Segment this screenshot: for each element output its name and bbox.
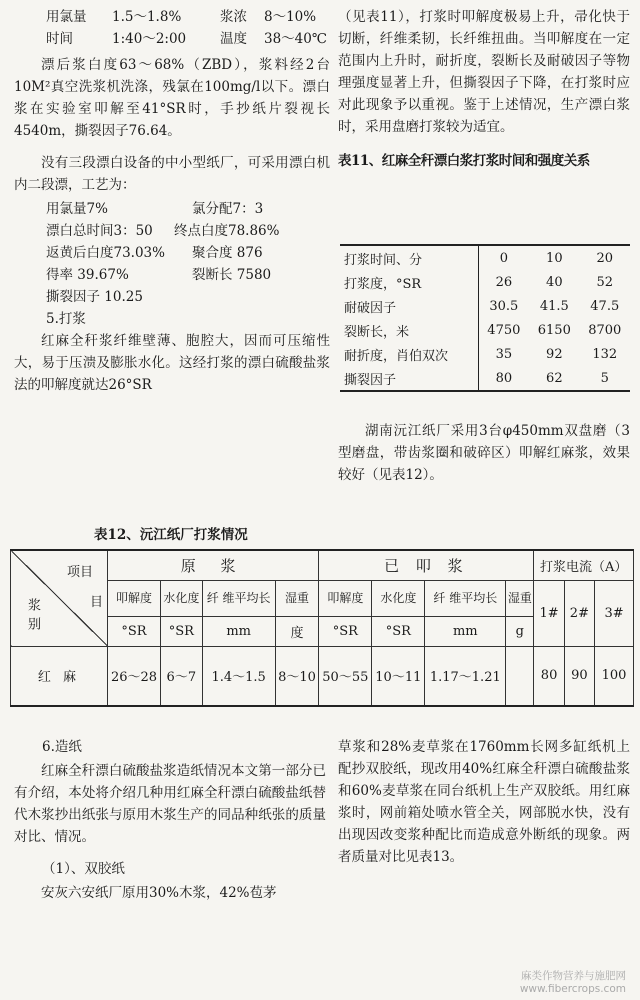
group-raw-pulp: 原 浆 [108,550,319,580]
table-row [340,245,630,270]
paragraph-two-stage: 没有三段漂白设备的中小型纸厂，可采用漂白机内二段漂，工艺为： [14,155,330,193]
table-row [340,294,630,318]
unit-mm: mm [202,616,275,646]
table11-cell: 47.5 [590,298,620,314]
unit-du: 度 [275,616,319,646]
right-top-column-cont [338,420,630,486]
unit-g: g [506,616,534,646]
table-row [11,550,634,580]
mill-2: 2# [564,580,594,646]
corner-item: 项目 [66,565,93,580]
paragraph-beating-cont: （见表11），打浆时叩解度极易上升，帚化快于切断，纤维柔韧，长纤维扭曲。当叩解度在一定范围内上升时，耐折度，裂断长及耐破因子等物理强度显著上升，但撕裂因子下降，在打浆时应对此现象予以重视。鉴于上述情况，生产漂白浆时，采用盘磨打浆较为适宜。 [338,9,630,135]
unit-sr: °SR [161,616,203,646]
unit-sr: °SR [372,616,425,646]
table11-cell: 5 [580,366,630,391]
spec-chlorine-label: 用氯量 [46,9,87,25]
group-beaten-pulp: 已 叩 浆 [319,550,534,580]
corner-item2: 目 [89,595,103,610]
mill-3: 3# [595,580,634,646]
table12-title: 表12、沅江纸厂打浆情况 [94,527,248,543]
table11-cell: 132 [592,346,618,362]
process-item-a: 用氯量7% [46,201,108,217]
table11-label: 打浆度，°SR [344,276,422,292]
process-item-b: 裂断长 7580 [192,267,272,283]
process-item-a: 漂白总时间3：50 [46,223,153,239]
table-row [340,366,630,391]
subsection-offset-paper: （1）、双胶纸 [42,861,125,877]
mill-1: 1# [534,580,564,646]
right-bottom-column [338,736,630,868]
table12-cell: 50～55 [319,646,372,706]
table11-title: 表11、红麻全秆漂白浆打浆时间和强度关系 [338,153,590,169]
spec-time-value: 1:40～2:00 [112,31,187,47]
process-item-b: 终点白度78.86% [174,223,280,239]
process-list [14,198,330,308]
table-row [340,342,630,366]
unit-mm: mm [425,616,506,646]
table11-cell: 10 [529,245,579,270]
right-top-column [338,6,630,172]
table-row [340,270,630,294]
process-item-a: 得率 39.67% [46,267,129,283]
process-item-b: 聚合度 876 [192,245,263,261]
row-label: 红 麻 [11,646,108,706]
spec-rows [14,6,330,50]
corner-pulp: 浆别 [25,597,40,636]
table11-cell: 40 [546,274,563,290]
section-heading-papermaking: 6.造纸 [42,739,82,755]
paragraph-bleach-result: 漂后浆白度63～68%（ZBD），浆料经2台10M²真空洗浆机洗涤，残氯在100mg/l以下。漂白浆在实验室叩解至41°SR时，手抄纸片裂视长4540m，撕裂因子76.64。 [14,57,330,139]
table11-cell: 52 [596,274,614,290]
table11 [340,244,630,392]
process-item-b: 氯分配7：3 [192,201,264,217]
sub-hyd: 水化度 [161,580,203,616]
watermark-line1: 麻类作物营养与施肥网 [521,970,626,982]
sub-fiber: 纤 维平均长 [425,580,506,616]
paragraph-offset-paper-cont: 草浆和28%麦草浆在1760mm长网多缸纸机上配抄双胶纸，现改用40%红麻全秆漂白硫酸盐浆和60%麦草浆在同台纸机上生产双胶纸。用红麻浆时，网前箱处喷水管全关，网部脱水快，没有出现因改变浆种配比而造成意外断纸的现象。两者质量对比见表13。 [338,739,630,865]
sub-wet: 湿重 [275,580,319,616]
process-item-a: 撕裂因子 10.25 [46,289,143,305]
table12-cell: 80 [534,646,564,706]
unit-sr: °SR [108,616,161,646]
sub-fiber: 纤 维平均长 [202,580,275,616]
spec-temp-label: 温度 [220,31,247,47]
unit-sr: °SR [319,616,372,646]
table11-cell: 62 [529,366,579,391]
table11-cell: 30.5 [478,294,529,318]
table12-cell: 6～7 [161,646,203,706]
table12-cell [506,646,534,706]
table12-cell: 1.17～1.21 [425,646,506,706]
table12 [10,549,634,707]
table11-label: 耐折度，肖伯双次 [344,348,449,364]
table12-cell: 1.4～1.5 [202,646,275,706]
table11-cell: 4750 [478,318,529,342]
table11-cell: 8700 [588,322,622,338]
sub-beat: 叩解度 [319,580,372,616]
table12-corner [11,550,108,646]
table11-cell: 80 [478,366,529,391]
table11-cell: 35 [478,342,529,366]
table11-label: 打浆时间、分 [340,245,478,270]
table12-cell: 90 [564,646,594,706]
table11-cell: 26 [478,270,529,294]
sub-beat: 叩解度 [108,580,161,616]
table11-cell: 0 [478,245,529,270]
paragraph-beating: 红麻全秆浆纤维壁薄、胞腔大，因而可压缩性大，易于压溃及膨胀水化。这经打浆的漂白硫酸盐浆法的叩解度就达26°SR [14,333,330,393]
table12-cell: 26～28 [108,646,161,706]
table11-cell: 92 [546,346,563,362]
table12-cell: 10～11 [372,646,425,706]
spec-chlorine-value: 1.5～1.8% [112,9,182,25]
sub-wet: 湿重 [506,580,534,616]
watermark [520,970,626,996]
spec-time-label: 时间 [46,31,73,47]
table11-cell: 20 [580,245,630,270]
process-item-a: 返黄后白度73.03% [46,245,165,261]
table11-label: 裂断长，米 [344,324,410,340]
table-row [11,646,634,706]
left-top-column [14,6,330,396]
table11-cell: 41.5 [539,298,569,314]
paragraph-double-disc: 湖南沅江纸厂采用3台φ450mm双盘磨（3型磨盘，带齿浆圈和破碎区）叩解红麻浆，效果较好（见表12）。 [338,423,630,483]
watermark-line2: www.fibercrops.com [519,983,626,995]
sub-hyd: 水化度 [372,580,425,616]
section-heading-beating: 5.打浆 [46,311,86,327]
spec-temp-value: 38～40℃ [264,31,327,47]
spec-consistency-value: 8～10% [264,9,317,25]
paragraph-offset-paper: 安灰六安纸厂原用30%木浆，42%苞茅 [41,885,277,901]
table12-cell: 8～10 [275,646,319,706]
spec-consistency-label: 浆浓 [220,9,247,25]
group-current: 打浆电流（A） [534,550,634,580]
table11-label: 撕裂因子 [340,366,478,391]
table-row [340,318,630,342]
table11-label: 耐破因子 [344,300,397,316]
paragraph-papermaking: 红麻全秆漂白硫酸盐浆造纸情况本文第一部分已有介绍，本处将介绍几种用红麻全秆漂白硫酸盐纸替代木浆抄出纸张与原用木浆生产的同品种纸张的质量对比、情况。 [14,763,326,845]
left-bottom-column [14,736,326,904]
table12-cell: 100 [595,646,634,706]
table11-cell: 6150 [537,322,571,338]
